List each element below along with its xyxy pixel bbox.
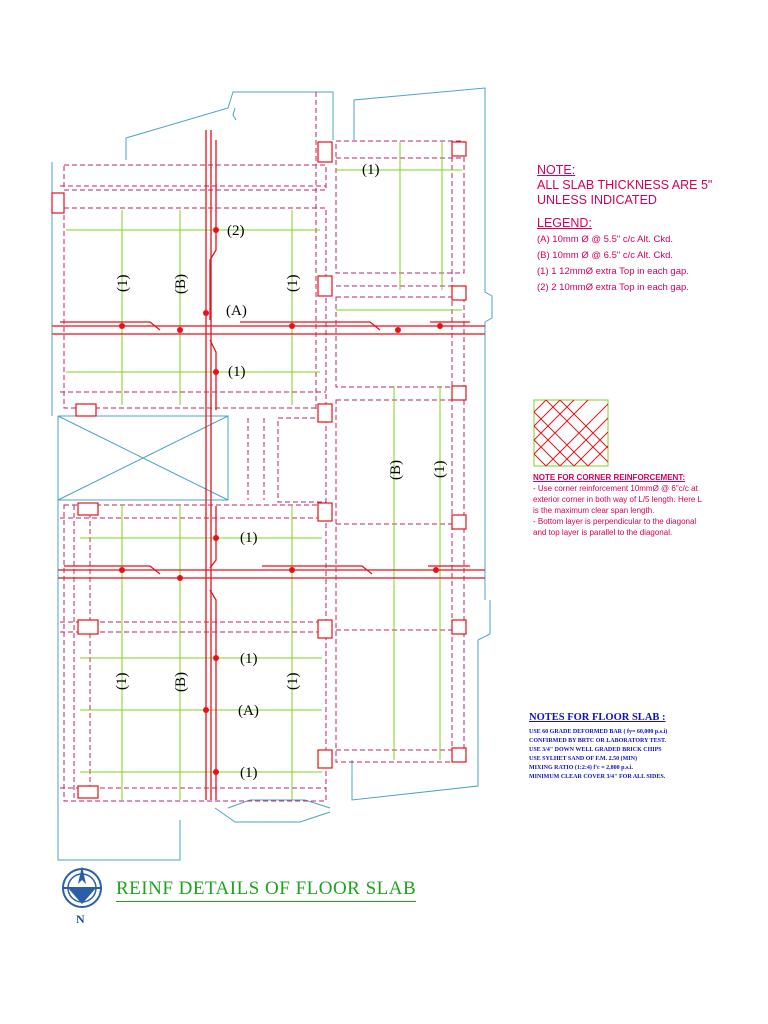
corner-note-line: and top layer is parallel to the diagonal. bbox=[533, 528, 673, 537]
corner-note-line: exterior corner in both way of L/5 length. Here L bbox=[533, 495, 702, 504]
building-outline bbox=[52, 88, 492, 860]
floor-note-line: MINIMUM CLEAR COVER 3/4" FOR ALL SIDES. bbox=[529, 774, 666, 780]
label-b-vertical: (B) bbox=[388, 460, 404, 480]
legend-item: (B) 10mm Ø @ 6.5" c/c Alt. Ckd. bbox=[537, 250, 674, 261]
floor-slab-notes bbox=[529, 712, 764, 782]
label-b-vertical: (B) bbox=[173, 672, 189, 692]
floor-note-line: USE SYLHET SAND OF F.M. 2.50 (MIN) bbox=[529, 756, 637, 762]
label-1-vertical: (1) bbox=[285, 672, 301, 690]
corner-reinforcement-detail bbox=[534, 400, 608, 466]
floor-note-line: USE 60 GRADE DEFORMED BAR ( fy= 60,000 p.s.i) bbox=[529, 729, 668, 735]
label-1-vertical: (1) bbox=[115, 274, 131, 292]
label-a: (A) bbox=[238, 703, 259, 719]
slab-note bbox=[537, 163, 767, 295]
label-a: (A) bbox=[226, 303, 247, 319]
floor-notes-heading: NOTES FOR FLOOR SLAB : bbox=[529, 712, 666, 723]
legend-heading: LEGEND: bbox=[537, 216, 592, 230]
north-label: N bbox=[76, 912, 85, 926]
note-heading: NOTE: bbox=[537, 163, 576, 177]
corner-note-line: is the maximum clear span length. bbox=[533, 506, 655, 515]
label-1: (1) bbox=[240, 530, 258, 546]
legend-item: (1) 1 12mmØ extra Top in each gap. bbox=[537, 266, 689, 277]
label-1: (1) bbox=[228, 364, 246, 380]
corner-note bbox=[533, 472, 763, 538]
note-line: ALL SLAB THICKNESS ARE 5" bbox=[537, 178, 713, 192]
floor-note-line: CONFIRMED BY BRTC OR LABORATORY TEST. bbox=[529, 738, 667, 744]
note-line: UNLESS INDICATED bbox=[537, 193, 657, 207]
legend-item: (2) 2 10mmØ extra Top in each gap. bbox=[537, 282, 689, 293]
label-1: (1) bbox=[240, 765, 258, 781]
label-1-vertical: (1) bbox=[114, 672, 130, 690]
label-1: (1) bbox=[240, 651, 258, 667]
label-b-vertical: (B) bbox=[173, 274, 189, 294]
north-arrow-icon bbox=[60, 866, 104, 914]
corner-note-line: - Use corner reinforcement 10mmØ @ 6"c/c at bbox=[533, 484, 698, 493]
corner-note-line: - Bottom layer is perpendicular to the diagonal bbox=[533, 517, 697, 526]
label-1-vertical: (1) bbox=[285, 274, 301, 292]
rebar-labels bbox=[114, 162, 448, 781]
legend-item: (A) 10mm Ø @ 5.5" c/c Alt. Ckd. bbox=[537, 234, 674, 245]
label-2: (2) bbox=[227, 223, 245, 239]
floor-note-line: USE 3/4" DOWN WELL GRADED BRICK CHIPS bbox=[529, 747, 662, 753]
label-1-vertical: (1) bbox=[432, 460, 448, 478]
drawing-title: REINF DETAILS OF FLOOR SLAB bbox=[116, 878, 416, 902]
label-1: (1) bbox=[362, 162, 380, 178]
corner-note-heading: NOTE FOR CORNER REINFORCEMENT: bbox=[533, 473, 685, 482]
floor-note-line: MIXING RATIO (1:2:4) f'c = 2,800 p.s.i. bbox=[529, 765, 633, 771]
